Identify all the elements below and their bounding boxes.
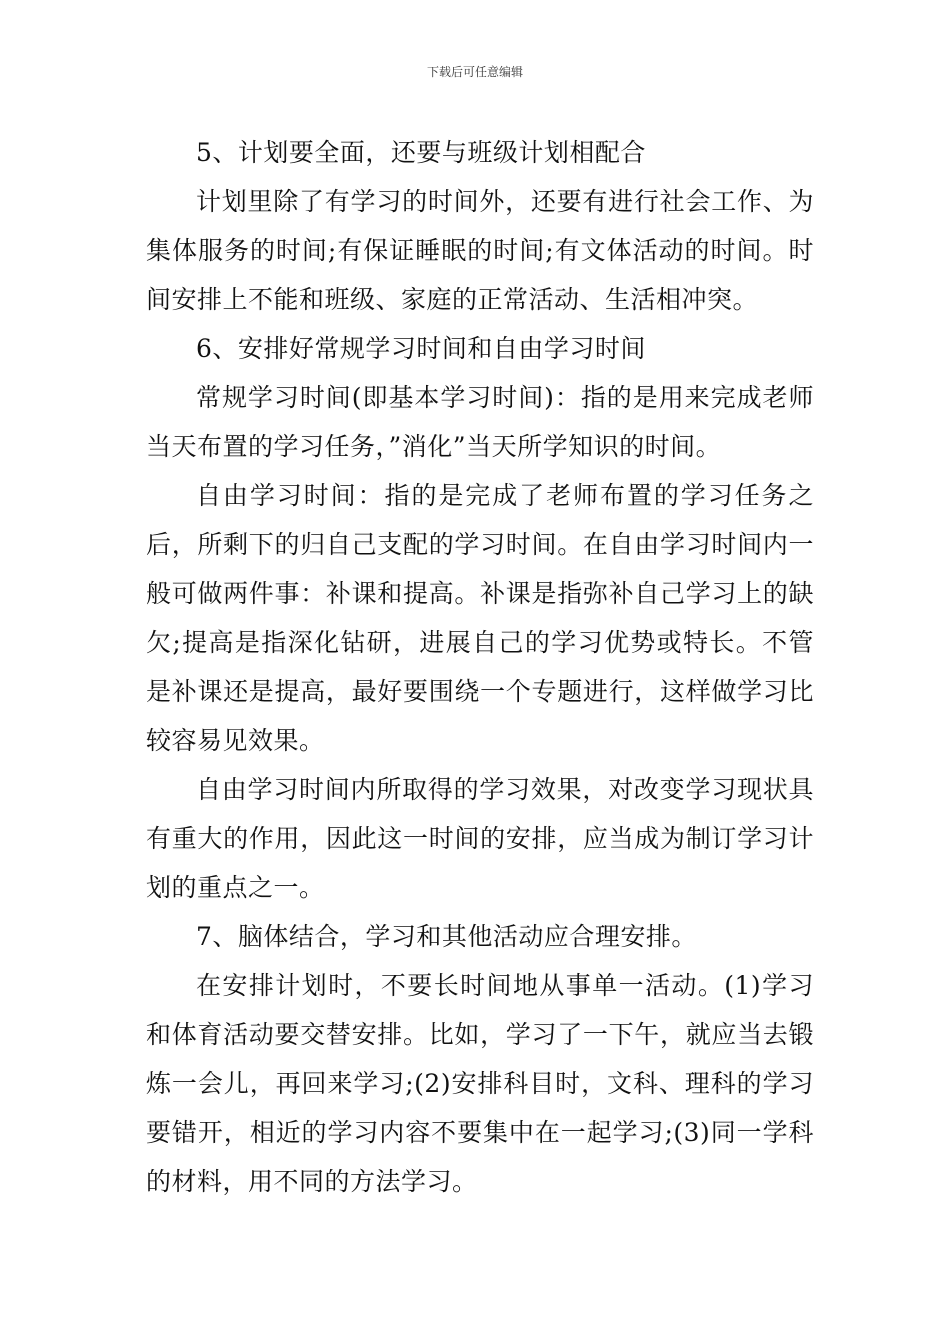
paragraph-plan-scope: 计划里除了有学习的时间外，还要有进行社会工作、为集体服务的时间;有保证睡眠的时间;有文体活动的时间。时间安排上不能和班级、家庭的正常活动、生活相冲突。 [146,187,814,314]
paragraph-free-study-effect: 自由学习时间内所取得的学习效果，对改变学习现状具有重大的作用，因此这一时间的安排，应当成为制订学习计划的重点之一。 [146,775,814,902]
section-heading-6: 6、安排好常规学习时间和自由学习时间 [196,334,646,363]
paragraph-regular-study-time: 常规学习时间(即基本学习时间)：指的是用来完成老师当天布置的学习任务，”消化”当天所学知识的时间。 [146,383,814,461]
document-body [146,128,814,1206]
section-heading-5: 5、计划要全面，还要与班级计划相配合 [196,138,646,167]
section-heading-7: 7、脑体结合，学习和其他活动应合理安排。 [196,922,697,951]
paragraph-activity-arrangement: 在安排计划时，不要长时间地从事单一活动。(1)学习和体育活动要交替安排。比如，学习了一下午，就应当去锻炼一会儿，再回来学习;(2)安排科目时，文科、理科的学习要错开，相近的学习内容不要集中在一起学习;(3)同一学科的材料，用不同的方法学习。 [146,971,814,1196]
paragraph-free-study-time: 自由学习时间：指的是完成了老师布置的学习任务之后，所剩下的归自己支配的学习时间。在自由学习时间内一般可做两件事：补课和提高。补课是指弥补自己学习上的缺欠;提高是指深化钻研，进展自己的学习优势或特长。不管是补课还是提高，最好要围绕一个专题进行，这样做学习比较容易见效果。 [146,481,814,755]
page-header: 下载后可任意编辑 [426,65,523,79]
